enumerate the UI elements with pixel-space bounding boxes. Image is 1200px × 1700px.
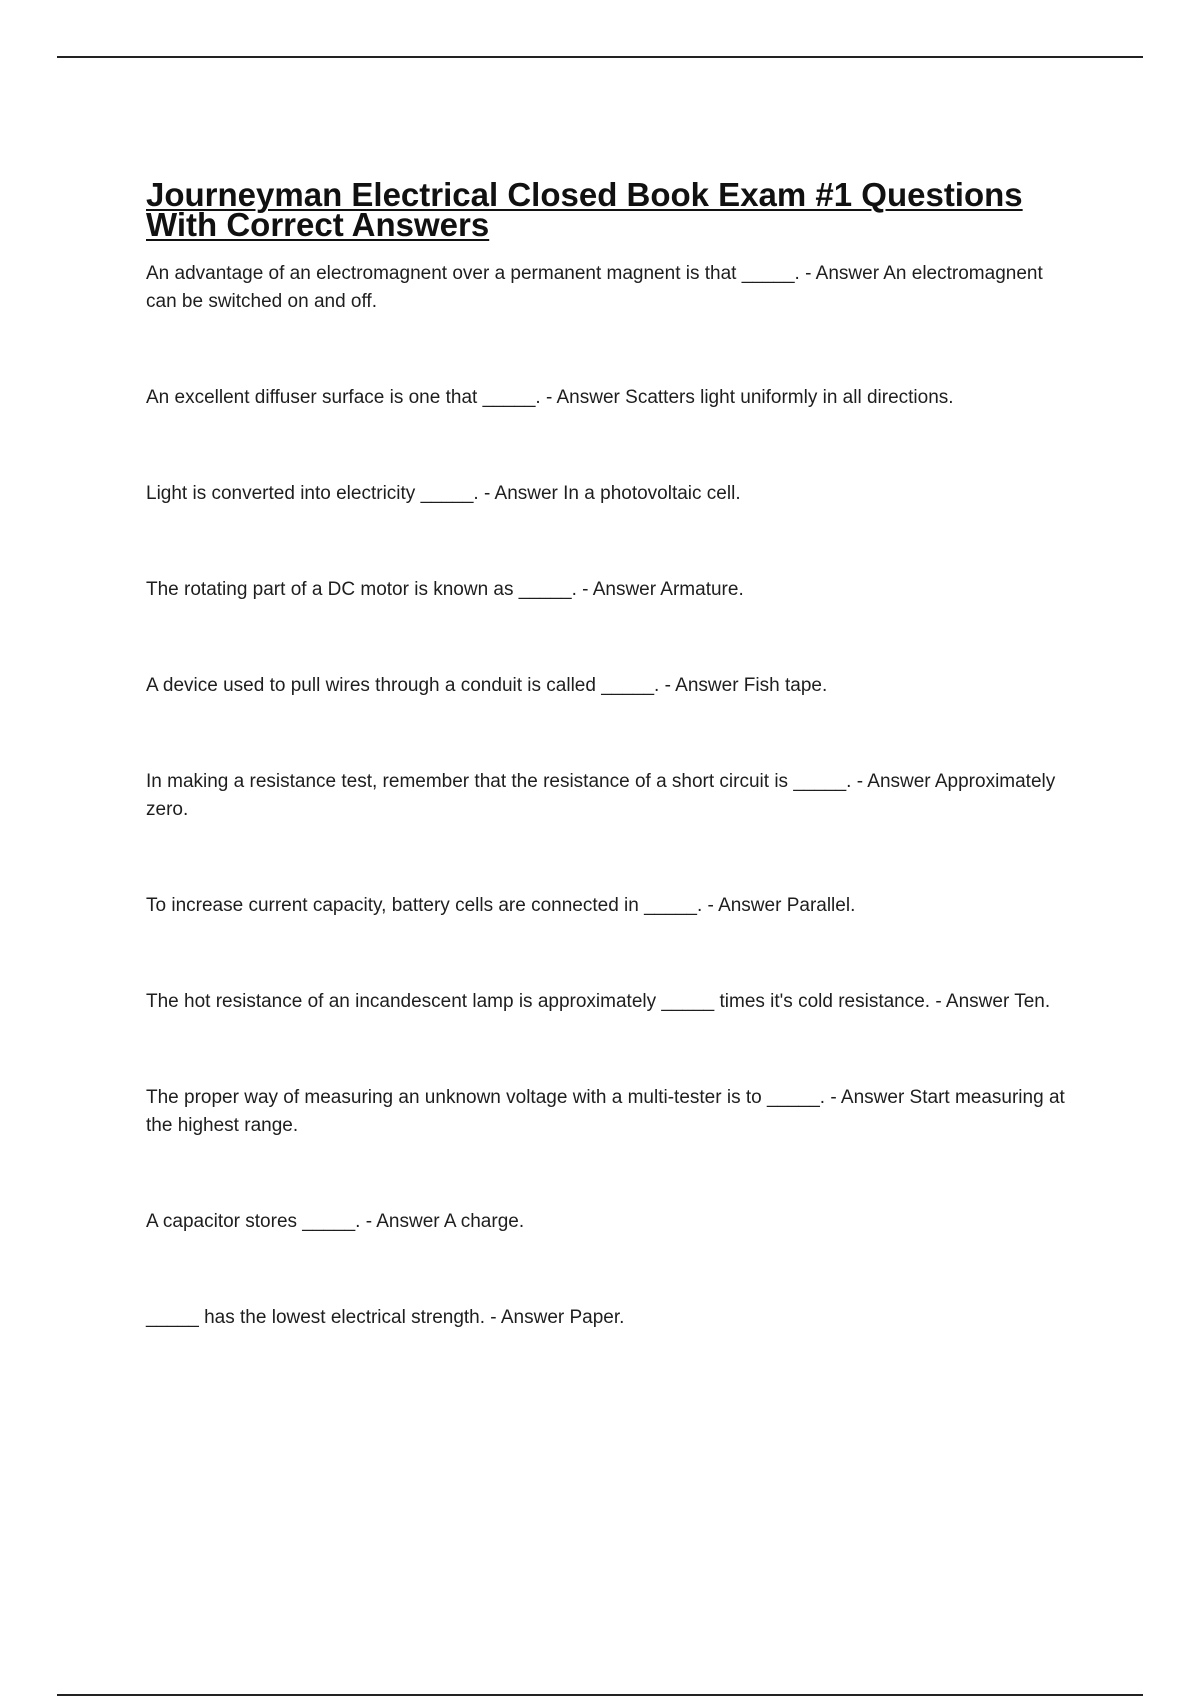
document-body	[146, 176, 1066, 1400]
qa-item: In making a resistance test, remember that the resistance of a short circuit is _____. - Answer Approximately zero.	[146, 771, 1056, 820]
document-title-text: Journeyman Electrical Closed Book Exam #1 Questions With Correct Answers	[146, 176, 1023, 243]
qa-item: An advantage of an electromagnent over a permanent magnent is that _____. - Answer An electromagnent can be switched on and off.	[146, 263, 1043, 312]
document-title	[146, 176, 1066, 243]
page-top-rule	[57, 56, 1143, 58]
qa-item: The hot resistance of an incandescent lamp is approximately _____ times it's cold resistance. - Answer Ten.	[146, 991, 1051, 1012]
qa-item: Light is converted into electricity _____. - Answer In a photovoltaic cell.	[146, 483, 741, 504]
qa-item: To increase current capacity, battery cells are connected in _____. - Answer Parallel.	[146, 895, 856, 916]
qa-item: A capacitor stores _____. - Answer A charge.	[146, 1211, 525, 1232]
qa-item: An excellent diffuser surface is one that _____. - Answer Scatters light uniformly in all directions.	[146, 387, 954, 408]
qa-item: _____ has the lowest electrical strength. - Answer Paper.	[146, 1307, 625, 1328]
qa-item: A device used to pull wires through a conduit is called _____. - Answer Fish tape.	[146, 675, 828, 696]
qa-item: The rotating part of a DC motor is known as _____. - Answer Armature.	[146, 579, 744, 600]
page-bottom-rule	[57, 1694, 1143, 1696]
qa-item: The proper way of measuring an unknown voltage with a multi-tester is to _____. - Answer Start measuring at the highest range.	[146, 1087, 1065, 1136]
